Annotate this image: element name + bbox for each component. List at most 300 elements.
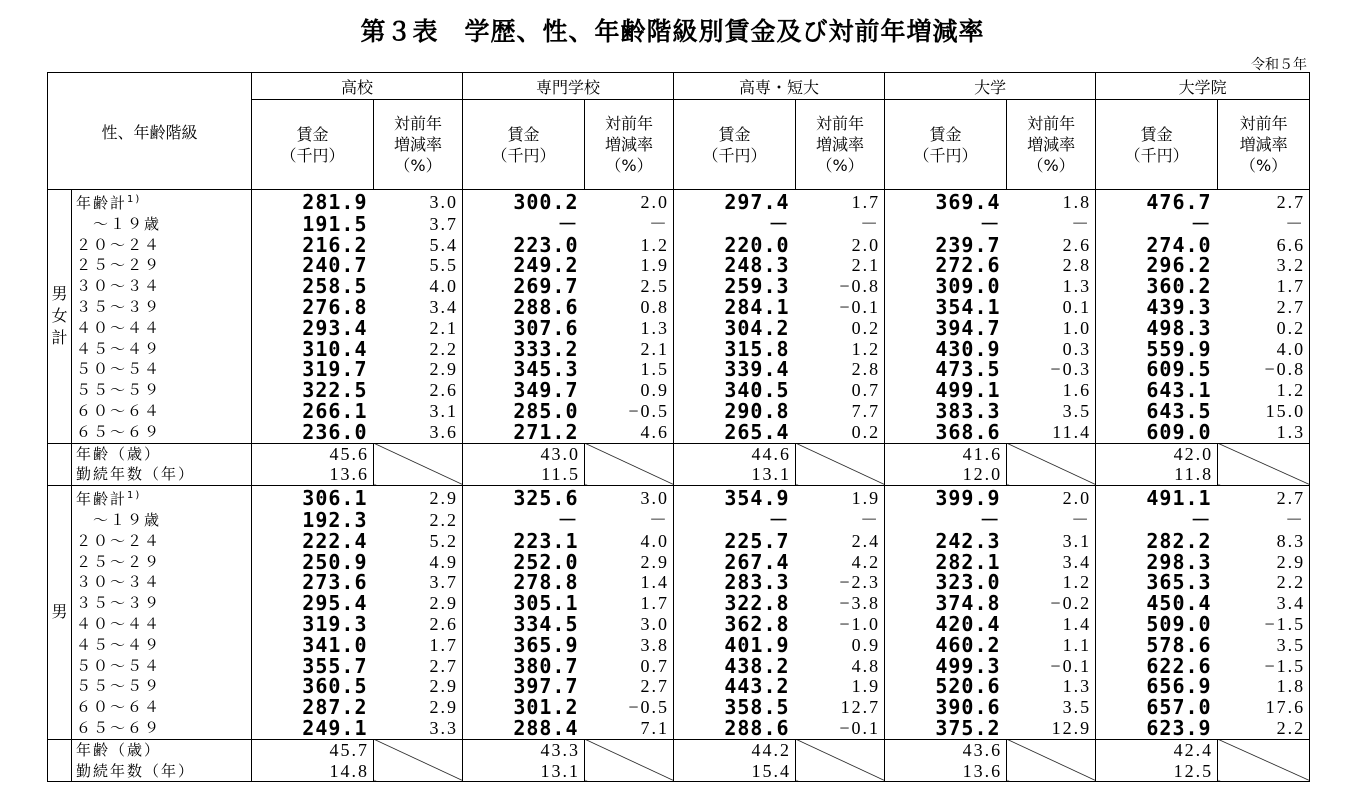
rate-cell: 0.7 bbox=[796, 380, 885, 401]
wage-cell: 266.1 bbox=[252, 401, 374, 422]
age-cell: 44.2 bbox=[674, 739, 796, 760]
wage-cell: 354.9 bbox=[674, 486, 796, 510]
tenure-cell: 13.6 bbox=[885, 761, 1007, 782]
age-cell: 43.3 bbox=[463, 739, 585, 760]
wage-cell: 499.1 bbox=[885, 380, 1007, 401]
table-row bbox=[48, 614, 1310, 635]
wage-col-header bbox=[463, 100, 585, 190]
rate-cell: 0.3 bbox=[1007, 339, 1096, 360]
wage-cell: 420.4 bbox=[885, 614, 1007, 635]
rate-cell: 3.0 bbox=[374, 190, 463, 214]
wage-cell: 360.2 bbox=[1096, 276, 1218, 297]
wage-cell: 287.2 bbox=[252, 697, 374, 718]
age-cell: 42.0 bbox=[1096, 443, 1218, 464]
group-label-blank bbox=[48, 739, 72, 782]
wage-cell: 222.4 bbox=[252, 531, 374, 552]
rate-header-text: 対前年 bbox=[605, 114, 654, 133]
rate-cell: −1.5 bbox=[1218, 614, 1310, 635]
wage-cell: 283.3 bbox=[674, 572, 796, 593]
rate-cell: −1.0 bbox=[796, 614, 885, 635]
wage-cell: 305.1 bbox=[463, 593, 585, 614]
wage-cell: 220.0 bbox=[674, 235, 796, 256]
rate-cell: 5.4 bbox=[374, 235, 463, 256]
row-label-text: 勤続年数（年） bbox=[76, 465, 196, 484]
rate-cell: 11.4 bbox=[1007, 422, 1096, 443]
wage-cell: 297.4 bbox=[674, 190, 796, 214]
age-cell: 45.6 bbox=[252, 443, 374, 464]
wage-col-header bbox=[252, 100, 374, 190]
row-label bbox=[72, 718, 252, 739]
row-label bbox=[72, 190, 252, 214]
wage-unit-text: （千円） bbox=[702, 145, 767, 165]
group-label bbox=[48, 190, 72, 444]
rate-cell: 2.1 bbox=[374, 318, 463, 339]
rate-col-header bbox=[374, 100, 463, 190]
wage-cell: 276.8 bbox=[252, 297, 374, 318]
wage-cell: 265.4 bbox=[674, 422, 796, 443]
rate-cell: −3.8 bbox=[796, 593, 885, 614]
rate-cell: 1.0 bbox=[1007, 318, 1096, 339]
wage-cell: 609.5 bbox=[1096, 359, 1218, 380]
wage-cell: 282.1 bbox=[885, 552, 1007, 573]
rate-cell: 2.7 bbox=[1218, 486, 1310, 510]
wage-cell: 239.7 bbox=[885, 235, 1007, 256]
rate-cell: 1.5 bbox=[585, 359, 674, 380]
row-label bbox=[72, 401, 252, 422]
row-label-text: ～１９歳 bbox=[76, 510, 162, 529]
row-label bbox=[72, 510, 252, 531]
rate-header-text: 対前年 bbox=[394, 114, 443, 133]
wage-cell: 192.3 bbox=[252, 510, 374, 531]
wage-cell: 300.2 bbox=[463, 190, 585, 214]
wage-cell: 322.5 bbox=[252, 380, 374, 401]
wage-cell: 365.3 bbox=[1096, 572, 1218, 593]
rate-cell: 1.2 bbox=[585, 235, 674, 256]
wage-cell: 394.7 bbox=[885, 318, 1007, 339]
table-row bbox=[48, 697, 1310, 718]
slash-cell bbox=[796, 443, 885, 486]
rate-cell: −1.5 bbox=[1218, 656, 1310, 677]
row-label-text: ～１９歳 bbox=[76, 214, 162, 233]
rate-cell: 1.1 bbox=[1007, 635, 1096, 656]
row-label bbox=[72, 235, 252, 256]
wage-cell: － bbox=[463, 510, 585, 531]
table-row bbox=[48, 359, 1310, 380]
row-label-text: ３５～３９ bbox=[76, 594, 162, 613]
wage-cell: 609.0 bbox=[1096, 422, 1218, 443]
wage-cell: 368.6 bbox=[885, 422, 1007, 443]
rate-cell: － bbox=[585, 214, 674, 235]
rate-cell: 1.9 bbox=[585, 255, 674, 276]
tenure-cell: 11.8 bbox=[1096, 464, 1218, 485]
rate-cell: 1.4 bbox=[1007, 614, 1096, 635]
rate-unit-text: （%） bbox=[1239, 156, 1288, 175]
table-row bbox=[48, 297, 1310, 318]
rate-cell: 3.5 bbox=[1007, 401, 1096, 422]
wage-cell: 339.4 bbox=[674, 359, 796, 380]
wage-header-text: 賃金 bbox=[507, 124, 540, 144]
row-label-text: 年齢計 bbox=[76, 490, 128, 509]
wage-cell: 274.0 bbox=[1096, 235, 1218, 256]
row-label bbox=[72, 276, 252, 297]
rate-cell: 3.8 bbox=[585, 635, 674, 656]
rate-cell: 2.8 bbox=[1007, 255, 1096, 276]
row-label bbox=[72, 255, 252, 276]
wage-cell: 499.3 bbox=[885, 656, 1007, 677]
row-label-text: ４０～４４ bbox=[76, 318, 162, 337]
wage-cell: 284.1 bbox=[674, 297, 796, 318]
rate-cell: 7.7 bbox=[796, 401, 885, 422]
wage-cell: 383.3 bbox=[885, 401, 1007, 422]
table-row bbox=[48, 380, 1310, 401]
wage-cell: － bbox=[1096, 214, 1218, 235]
rate-cell: 4.9 bbox=[374, 552, 463, 573]
tenure-cell: 13.6 bbox=[252, 464, 374, 485]
rate-cell: 2.7 bbox=[585, 676, 674, 697]
wage-cell: 288.6 bbox=[463, 297, 585, 318]
age-cell: 44.6 bbox=[674, 443, 796, 464]
row-label bbox=[72, 676, 252, 697]
wage-cell: 323.0 bbox=[885, 572, 1007, 593]
wage-cell: 401.9 bbox=[674, 635, 796, 656]
rate-cell: － bbox=[585, 510, 674, 531]
wage-cell: 443.2 bbox=[674, 676, 796, 697]
rate-cell: 0.9 bbox=[585, 380, 674, 401]
slash-cell bbox=[585, 443, 674, 486]
wage-cell: 319.3 bbox=[252, 614, 374, 635]
wage-cell: 520.6 bbox=[885, 676, 1007, 697]
rate-cell: 2.2 bbox=[1218, 572, 1310, 593]
rate-cell: 0.2 bbox=[796, 318, 885, 339]
age-cell: 43.0 bbox=[463, 443, 585, 464]
rate-cell: － bbox=[1218, 510, 1310, 531]
row-label bbox=[72, 339, 252, 360]
rate-cell: 2.8 bbox=[796, 359, 885, 380]
wage-cell: 249.1 bbox=[252, 718, 374, 739]
wage-cell: － bbox=[674, 214, 796, 235]
row-label bbox=[72, 593, 252, 614]
tenure-cell: 12.5 bbox=[1096, 761, 1218, 782]
row-label-text: ６５～６９ bbox=[76, 422, 162, 441]
wage-header-text: 賃金 bbox=[1140, 124, 1173, 144]
rate-col-header bbox=[796, 100, 885, 190]
rate-cell: 1.9 bbox=[796, 676, 885, 697]
rate-cell: 3.4 bbox=[374, 297, 463, 318]
edu-header: 高専・短大 bbox=[674, 73, 885, 100]
wage-cell: 643.5 bbox=[1096, 401, 1218, 422]
row-label-text: ４５～４９ bbox=[76, 635, 162, 654]
row-label bbox=[72, 443, 252, 464]
rate-cell: 3.7 bbox=[374, 572, 463, 593]
row-label bbox=[72, 214, 252, 235]
table-row bbox=[48, 255, 1310, 276]
row-label-text: ２０～２４ bbox=[76, 531, 162, 550]
row-label bbox=[72, 697, 252, 718]
wage-cell: 269.7 bbox=[463, 276, 585, 297]
rate-cell: −0.1 bbox=[796, 718, 885, 739]
wage-cell: 438.2 bbox=[674, 656, 796, 677]
row-label-text: ２０～２４ bbox=[76, 235, 162, 254]
wage-cell: 216.2 bbox=[252, 235, 374, 256]
age-cell: 42.4 bbox=[1096, 739, 1218, 760]
rate-cell: 3.5 bbox=[1218, 635, 1310, 656]
tenure-cell: 14.8 bbox=[252, 761, 374, 782]
wage-cell: － bbox=[885, 214, 1007, 235]
table-row bbox=[48, 531, 1310, 552]
slash-cell bbox=[1007, 443, 1096, 486]
row-label bbox=[72, 380, 252, 401]
wage-cell: 278.8 bbox=[463, 572, 585, 593]
table-row bbox=[48, 718, 1310, 739]
rate-cell: 4.0 bbox=[374, 276, 463, 297]
wage-cell: 295.4 bbox=[252, 593, 374, 614]
row-label bbox=[72, 761, 252, 782]
rate-cell: － bbox=[796, 214, 885, 235]
row-label-text: ２５～２９ bbox=[76, 256, 162, 275]
wage-cell: 225.7 bbox=[674, 531, 796, 552]
wage-col-header bbox=[885, 100, 1007, 190]
wage-cell: 430.9 bbox=[885, 339, 1007, 360]
wage-cell: 334.5 bbox=[463, 614, 585, 635]
slash-cell bbox=[1218, 443, 1310, 486]
table-row bbox=[48, 761, 1310, 782]
rate-cell: 2.7 bbox=[1218, 297, 1310, 318]
table-row bbox=[48, 190, 1310, 214]
rate-cell: −0.8 bbox=[1218, 359, 1310, 380]
rate-cell: 1.4 bbox=[585, 572, 674, 593]
row-label-text: ５５～５９ bbox=[76, 677, 162, 696]
wage-cell: 369.4 bbox=[885, 190, 1007, 214]
rate-cell: 2.0 bbox=[796, 235, 885, 256]
table-title: 第３表 学歴、性、年齢階級別賃金及び対前年増減率 bbox=[360, 17, 985, 46]
rate-cell: 2.6 bbox=[1007, 235, 1096, 256]
rate-cell: 3.0 bbox=[585, 486, 674, 510]
wage-cell: 322.8 bbox=[674, 593, 796, 614]
rate-cell: 2.9 bbox=[1218, 552, 1310, 573]
rate-cell: 1.2 bbox=[1007, 572, 1096, 593]
rate-unit-text: （%） bbox=[394, 156, 442, 175]
rate-header-text: 増減率 bbox=[1027, 135, 1076, 154]
table-row bbox=[48, 739, 1310, 760]
wage-table bbox=[47, 72, 1310, 782]
rate-cell: 1.6 bbox=[1007, 380, 1096, 401]
wage-cell: 374.8 bbox=[885, 593, 1007, 614]
rate-header-text: 増減率 bbox=[1239, 135, 1288, 154]
wage-cell: 307.6 bbox=[463, 318, 585, 339]
wage-cell: 643.1 bbox=[1096, 380, 1218, 401]
group-label-text: 男女計 bbox=[51, 284, 68, 348]
wage-cell: 296.2 bbox=[1096, 255, 1218, 276]
rate-cell: 2.2 bbox=[374, 339, 463, 360]
tenure-cell: 15.4 bbox=[674, 761, 796, 782]
row-label bbox=[72, 739, 252, 760]
tenure-cell: 11.5 bbox=[463, 464, 585, 485]
wage-col-header bbox=[674, 100, 796, 190]
rate-cell: 2.6 bbox=[374, 614, 463, 635]
wage-unit-text: （千円） bbox=[913, 145, 978, 165]
wage-cell: 345.3 bbox=[463, 359, 585, 380]
wage-cell: 319.7 bbox=[252, 359, 374, 380]
group-label bbox=[48, 486, 72, 740]
table-row bbox=[48, 401, 1310, 422]
wage-cell: 375.2 bbox=[885, 718, 1007, 739]
table-row bbox=[48, 214, 1310, 235]
corner-header: 性、年齢階級 bbox=[48, 73, 252, 190]
wage-cell: 380.7 bbox=[463, 656, 585, 677]
wage-cell: 450.4 bbox=[1096, 593, 1218, 614]
rate-cell: −0.3 bbox=[1007, 359, 1096, 380]
rate-cell: － bbox=[1218, 214, 1310, 235]
wage-cell: 491.1 bbox=[1096, 486, 1218, 510]
row-label bbox=[72, 464, 252, 485]
table-row bbox=[48, 656, 1310, 677]
wage-cell: 473.5 bbox=[885, 359, 1007, 380]
tenure-cell: 13.1 bbox=[463, 761, 585, 782]
slash-cell bbox=[1007, 739, 1096, 782]
edu-header: 大学院 bbox=[1096, 73, 1310, 100]
rate-cell: 12.9 bbox=[1007, 718, 1096, 739]
rate-cell: 0.7 bbox=[585, 656, 674, 677]
row-label-text: ６５～６９ bbox=[76, 718, 162, 737]
rate-cell: 3.0 bbox=[585, 614, 674, 635]
rate-cell: 3.7 bbox=[374, 214, 463, 235]
rate-cell: 3.2 bbox=[1218, 255, 1310, 276]
rate-col-header bbox=[585, 100, 674, 190]
wage-cell: 349.7 bbox=[463, 380, 585, 401]
rate-cell: 3.5 bbox=[1007, 697, 1096, 718]
rate-cell: 2.9 bbox=[374, 359, 463, 380]
row-label-text: ５０～５４ bbox=[76, 656, 162, 675]
slash-cell bbox=[374, 443, 463, 486]
slash-cell bbox=[1218, 739, 1310, 782]
row-label-text: ５０～５４ bbox=[76, 360, 162, 379]
row-label-text: 年齢（歳） bbox=[76, 444, 162, 463]
wage-cell: 559.9 bbox=[1096, 339, 1218, 360]
row-label-text: 年齢計 bbox=[76, 194, 128, 212]
table-row bbox=[48, 422, 1310, 443]
rate-unit-text: （%） bbox=[605, 156, 653, 175]
wage-cell: － bbox=[463, 214, 585, 235]
age-cell: 41.6 bbox=[885, 443, 1007, 464]
row-label-text: ６０～６４ bbox=[76, 401, 162, 420]
wage-unit-text: （千円） bbox=[491, 145, 556, 165]
wage-cell: 223.0 bbox=[463, 235, 585, 256]
rate-cell: −0.5 bbox=[585, 697, 674, 718]
wage-cell: － bbox=[1096, 510, 1218, 531]
wage-cell: 191.5 bbox=[252, 214, 374, 235]
rate-cell: 4.8 bbox=[796, 656, 885, 677]
rate-cell: 8.3 bbox=[1218, 531, 1310, 552]
row-label-text: ３５～３９ bbox=[76, 297, 162, 316]
rate-cell: 2.4 bbox=[796, 531, 885, 552]
wage-cell: 360.5 bbox=[252, 676, 374, 697]
rate-cell: － bbox=[796, 510, 885, 531]
rate-cell: 4.0 bbox=[585, 531, 674, 552]
rate-cell: 1.9 bbox=[796, 486, 885, 510]
table-row bbox=[48, 635, 1310, 656]
wage-cell: 223.1 bbox=[463, 531, 585, 552]
rate-cell: 2.2 bbox=[374, 510, 463, 531]
rate-cell: 3.4 bbox=[1218, 593, 1310, 614]
rate-cell: 1.7 bbox=[1218, 276, 1310, 297]
group-label-blank bbox=[48, 443, 72, 486]
rate-cell: −0.1 bbox=[796, 297, 885, 318]
rate-cell: 2.1 bbox=[796, 255, 885, 276]
rate-cell: −0.8 bbox=[796, 276, 885, 297]
row-label bbox=[72, 359, 252, 380]
rate-cell: 4.6 bbox=[585, 422, 674, 443]
wage-cell: 578.6 bbox=[1096, 635, 1218, 656]
wage-cell: 498.3 bbox=[1096, 318, 1218, 339]
rate-cell: 17.6 bbox=[1218, 697, 1310, 718]
rate-header-text: 対前年 bbox=[816, 114, 865, 133]
row-label bbox=[72, 422, 252, 443]
rate-cell: 2.9 bbox=[585, 552, 674, 573]
rate-cell: 5.5 bbox=[374, 255, 463, 276]
wage-cell: 290.8 bbox=[674, 401, 796, 422]
rate-cell: 2.2 bbox=[1218, 718, 1310, 739]
wage-cell: 399.9 bbox=[885, 486, 1007, 510]
rate-cell: 2.0 bbox=[585, 190, 674, 214]
wage-cell: 623.9 bbox=[1096, 718, 1218, 739]
rate-cell: −2.3 bbox=[796, 572, 885, 593]
row-label-text: ４０～４４ bbox=[76, 614, 162, 633]
rate-cell: 3.4 bbox=[1007, 552, 1096, 573]
rate-cell: 4.2 bbox=[796, 552, 885, 573]
row-label bbox=[72, 318, 252, 339]
rate-cell: 1.8 bbox=[1007, 190, 1096, 214]
wage-cell: 460.2 bbox=[885, 635, 1007, 656]
wage-cell: 248.3 bbox=[674, 255, 796, 276]
rate-cell: 0.1 bbox=[1007, 297, 1096, 318]
rate-cell: 0.8 bbox=[585, 297, 674, 318]
table-row bbox=[48, 486, 1310, 510]
rate-cell: 2.6 bbox=[374, 380, 463, 401]
table-row bbox=[48, 339, 1310, 360]
rate-header-text: 対前年 bbox=[1239, 114, 1288, 133]
wage-cell: 397.7 bbox=[463, 676, 585, 697]
row-label-text: 勤続年数（年） bbox=[76, 761, 196, 780]
row-label bbox=[72, 635, 252, 656]
group-label-text: 男 bbox=[51, 602, 68, 622]
rate-header-text: 対前年 bbox=[1027, 114, 1076, 133]
rate-cell: 7.1 bbox=[585, 718, 674, 739]
wage-cell: 285.0 bbox=[463, 401, 585, 422]
row-label bbox=[72, 486, 252, 510]
wage-cell: 267.4 bbox=[674, 552, 796, 573]
rate-cell: 6.6 bbox=[1218, 235, 1310, 256]
rate-cell: 3.1 bbox=[1007, 531, 1096, 552]
rate-cell: 12.7 bbox=[796, 697, 885, 718]
rate-col-header bbox=[1007, 100, 1096, 190]
wage-cell: 288.4 bbox=[463, 718, 585, 739]
rate-cell: 2.9 bbox=[374, 697, 463, 718]
wage-cell: 341.0 bbox=[252, 635, 374, 656]
wage-cell: 282.2 bbox=[1096, 531, 1218, 552]
wage-cell: 622.6 bbox=[1096, 656, 1218, 677]
rate-header-text: 増減率 bbox=[394, 135, 443, 154]
wage-cell: 333.2 bbox=[463, 339, 585, 360]
rate-cell: −0.1 bbox=[1007, 656, 1096, 677]
wage-cell: 310.4 bbox=[252, 339, 374, 360]
footnote-mark: 1) bbox=[127, 490, 142, 502]
rate-cell: 0.2 bbox=[796, 422, 885, 443]
rate-header-text: 増減率 bbox=[605, 135, 654, 154]
table-row bbox=[48, 235, 1310, 256]
rate-cell: 1.2 bbox=[1218, 380, 1310, 401]
wage-cell: 362.8 bbox=[674, 614, 796, 635]
wage-cell: － bbox=[885, 510, 1007, 531]
